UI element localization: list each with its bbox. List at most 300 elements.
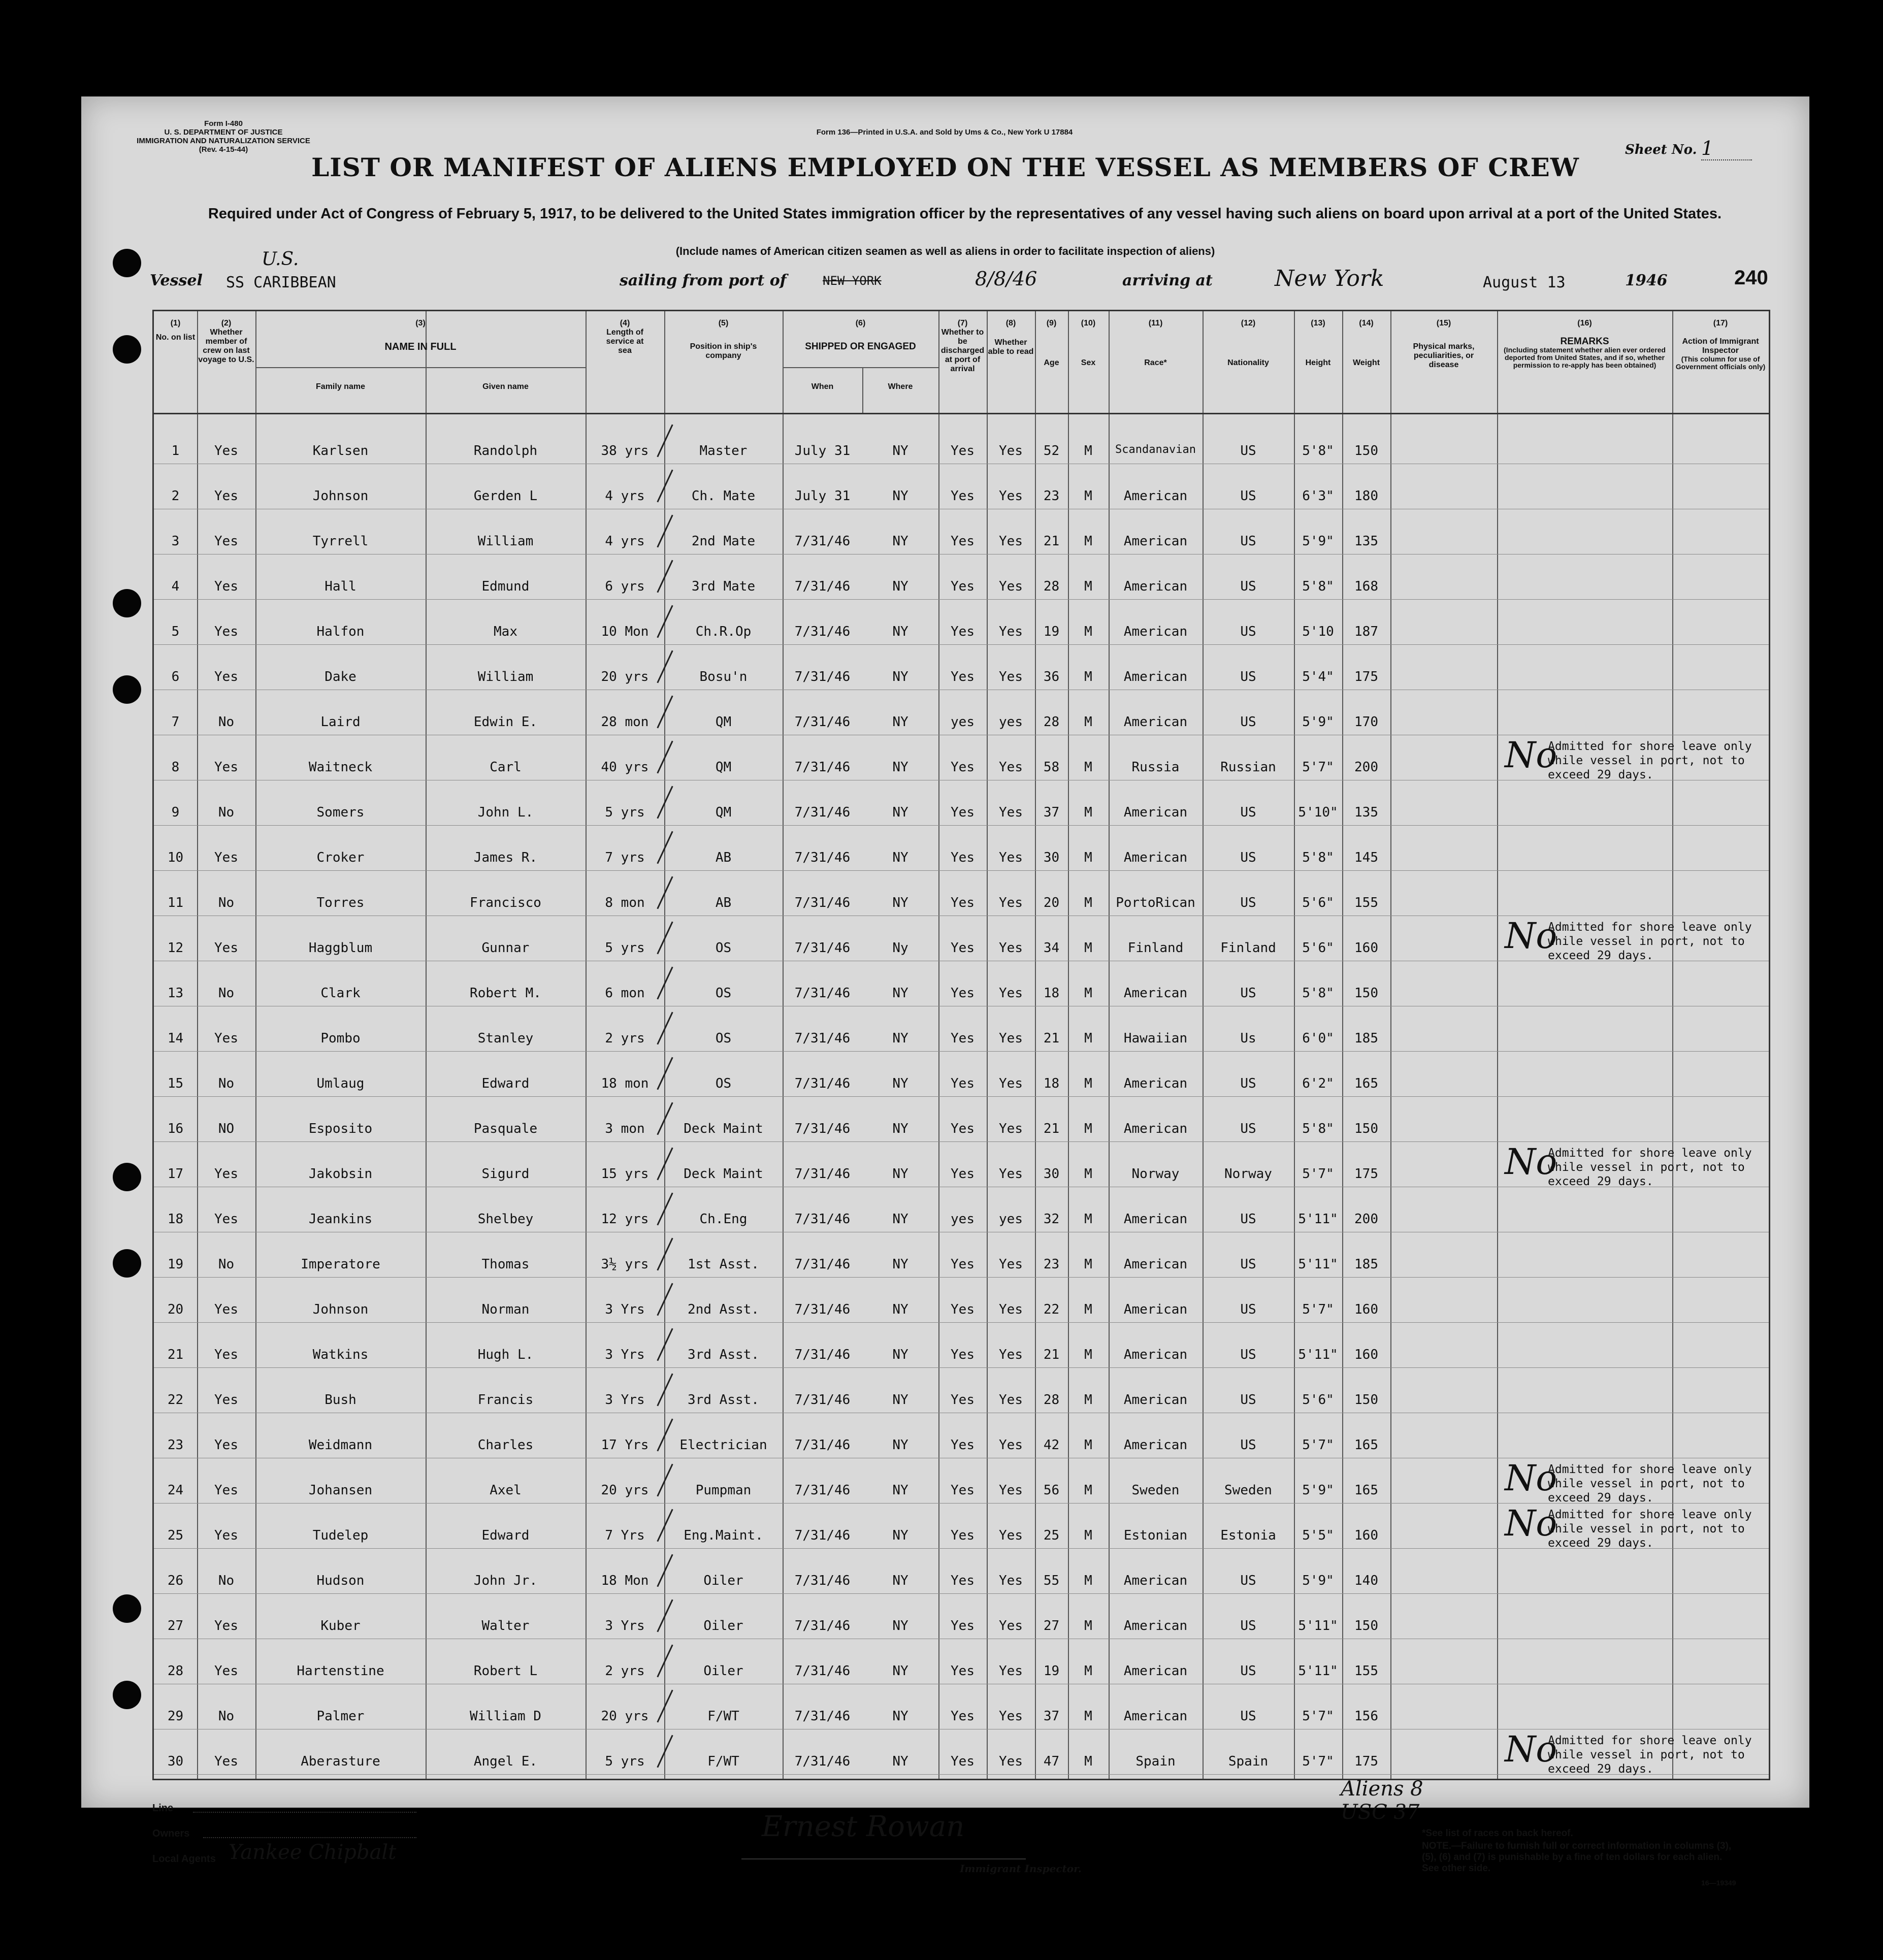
dept-line: U. S. DEPARTMENT OF JUSTICE — [164, 128, 283, 137]
cell-able-to-read: Yes — [999, 895, 1023, 910]
punch-hole — [113, 1163, 141, 1191]
vessel-label: Vessel — [150, 272, 203, 289]
cell-able-to-read: Yes — [999, 1302, 1023, 1317]
cell-height: 5'10 — [1302, 624, 1334, 639]
cell-row-number: 21 — [167, 1347, 184, 1362]
cell-sex: M — [1084, 1618, 1092, 1634]
cell-service-length: 38 yrs — [601, 443, 649, 459]
cell-service-length: 3 Yrs — [605, 1347, 645, 1362]
cell-previous-voyage: No — [218, 1076, 235, 1091]
cell-service-length: 5 yrs — [605, 805, 645, 820]
cell-nationality: Finland — [1220, 940, 1276, 956]
cell-weight: 156 — [1354, 1709, 1378, 1724]
cell-nationality: Us — [1240, 1031, 1256, 1046]
cell-weight: 200 — [1354, 760, 1378, 775]
cell-able-to-read: Yes — [999, 1257, 1023, 1272]
punch-hole — [113, 1681, 141, 1709]
cell-service-length: 6 mon — [605, 986, 645, 1001]
cell-race: American — [1123, 1121, 1188, 1136]
cell-able-to-read: Yes — [999, 1573, 1023, 1588]
cell-sex: M — [1084, 1663, 1092, 1679]
cell-shipped-when: 7/31/46 — [794, 1257, 851, 1272]
cell-given-name: Robert M. — [470, 986, 541, 1001]
cell-family-name: Kuber — [320, 1618, 361, 1634]
cell-given-name: Edward — [481, 1528, 530, 1543]
cell-position: QM — [715, 805, 732, 820]
cell-family-name: Imperatore — [301, 1257, 380, 1272]
cell-discharge: Yes — [951, 443, 975, 459]
cell-weight: 175 — [1354, 1166, 1378, 1182]
cell-row-number: 1 — [171, 443, 180, 459]
table-row — [154, 1573, 1769, 1612]
cell-position: 1st Asst. — [688, 1257, 759, 1272]
cell-given-name: Edmund — [481, 579, 530, 594]
col-header-nationality: (12) Nationality — [1227, 319, 1269, 367]
cell-previous-voyage: Yes — [214, 1754, 238, 1769]
cell-family-name: Hall — [324, 579, 356, 594]
cell-position: Ch.Eng — [699, 1212, 748, 1227]
cell-given-name: William — [477, 534, 534, 549]
cell-able-to-read: Yes — [999, 488, 1023, 504]
cell-nationality: US — [1240, 1121, 1256, 1136]
cell-service-length: 3½ yrs — [601, 1257, 649, 1272]
cell-discharge: Yes — [951, 1528, 975, 1543]
cell-shipped-where: NY — [892, 986, 908, 1001]
cell-nationality: US — [1240, 1618, 1256, 1634]
cell-position: Ch.R.Op — [695, 624, 752, 639]
manifest-sheet — [81, 96, 1809, 1887]
cell-sex: M — [1084, 895, 1092, 910]
cell-position: AB — [715, 895, 732, 910]
cell-able-to-read: Yes — [999, 1483, 1023, 1498]
cell-discharge: Yes — [951, 895, 975, 910]
cell-height: 5'8" — [1302, 1121, 1334, 1136]
table-row — [154, 1302, 1769, 1341]
cell-race: American — [1123, 669, 1188, 684]
remark-text: Admitted for shore leave only while vessel in port, not to exceed 29 days. — [1548, 1508, 1752, 1550]
cell-given-name: Walter — [481, 1618, 530, 1634]
inspector-signature: Ernest Rowan — [762, 1810, 965, 1843]
cell-shipped-where: NY — [892, 714, 908, 730]
race-note: *See list of races on back hereof. — [1422, 1828, 1573, 1839]
crew-table — [152, 310, 1770, 1780]
col-header-sex: (10) Sex — [1081, 319, 1096, 367]
cell-discharge: Yes — [951, 1573, 975, 1588]
cell-service-length: 10 Mon — [601, 624, 649, 639]
cell-position: 3rd Mate — [691, 579, 756, 594]
cell-shipped-when: 7/31/46 — [794, 1709, 851, 1724]
table-row — [154, 1392, 1769, 1431]
cell-row-number: 18 — [167, 1212, 184, 1227]
cell-shipped-when: 7/31/46 — [794, 1754, 851, 1769]
cell-given-name: Norman — [481, 1302, 530, 1317]
cell-height: 5'11" — [1298, 1212, 1338, 1227]
cell-sex: M — [1084, 940, 1092, 956]
cell-weight: 135 — [1354, 534, 1378, 549]
cell-service-length: 17 Yrs — [601, 1438, 649, 1453]
cell-previous-voyage: Yes — [214, 624, 238, 639]
cell-shipped-where: NY — [892, 1663, 908, 1679]
col-header-position: (5) Position in ship's company — [690, 319, 757, 360]
cell-family-name: Halfon — [316, 624, 365, 639]
cell-sex: M — [1084, 534, 1092, 549]
col-header-age: (9) Age — [1044, 319, 1059, 367]
cell-age: 36 — [1043, 669, 1060, 684]
cell-discharge: Yes — [951, 1483, 975, 1498]
cell-position: F/WT — [707, 1709, 739, 1724]
cell-service-length: 18 mon — [601, 1076, 649, 1091]
cell-race: Norway — [1131, 1166, 1180, 1182]
cell-given-name: Robert L — [473, 1663, 538, 1679]
cell-age: 47 — [1043, 1754, 1060, 1769]
cell-position: QM — [715, 760, 732, 775]
cell-shipped-where: NY — [892, 760, 908, 775]
cell-height: 5'8" — [1302, 850, 1334, 865]
cell-nationality: US — [1240, 1573, 1256, 1588]
cell-height: 5'6" — [1302, 940, 1334, 956]
cell-shipped-where: NY — [892, 1483, 908, 1498]
cell-sex: M — [1084, 1347, 1092, 1362]
cell-given-name: Francisco — [470, 895, 541, 910]
cell-family-name: Hudson — [316, 1573, 365, 1588]
agents-label: Local Agents — [152, 1853, 216, 1865]
cell-service-length: 40 yrs — [601, 760, 649, 775]
cell-shipped-when: 7/31/46 — [794, 1302, 851, 1317]
cell-nationality: US — [1240, 669, 1256, 684]
table-row — [154, 805, 1769, 843]
cell-race: Estonian — [1123, 1528, 1188, 1543]
cell-weight: 160 — [1354, 1528, 1378, 1543]
remark-mark: No — [1505, 915, 1557, 957]
cell-previous-voyage: Yes — [214, 1166, 238, 1182]
cell-age: 42 — [1043, 1438, 1060, 1453]
cell-height: 6'0" — [1302, 1031, 1334, 1046]
cell-given-name: Carl — [490, 760, 522, 775]
cell-service-length: 3 Yrs — [605, 1302, 645, 1317]
cell-position: 2nd Mate — [691, 534, 756, 549]
cell-height: 6'3" — [1302, 488, 1334, 504]
cell-previous-voyage: Yes — [214, 1347, 238, 1362]
cell-height: 5'6" — [1302, 1392, 1334, 1408]
cell-height: 5'10" — [1298, 805, 1338, 820]
cell-row-number: 8 — [171, 760, 180, 775]
cell-position: Pumpman — [695, 1483, 752, 1498]
cell-weight: 165 — [1354, 1483, 1378, 1498]
table-row — [154, 669, 1769, 708]
cell-discharge: Yes — [951, 1347, 975, 1362]
cell-previous-voyage: Yes — [214, 1618, 238, 1634]
cell-row-number: 9 — [171, 805, 180, 820]
cell-discharge: yes — [951, 1212, 975, 1227]
cell-sex: M — [1084, 1754, 1092, 1769]
cell-shipped-when: 7/31/46 — [794, 714, 851, 730]
cell-given-name: Axel — [490, 1483, 522, 1498]
cell-service-length: 20 yrs — [601, 669, 649, 684]
cell-previous-voyage: NO — [218, 1121, 235, 1136]
cell-row-number: 29 — [167, 1709, 184, 1724]
cell-race: American — [1123, 850, 1188, 865]
owners-label: Owners — [152, 1828, 190, 1839]
cell-position: 2nd Asst. — [688, 1302, 759, 1317]
col-header-service: (4) Length of service at sea — [606, 319, 644, 355]
cell-height: 5'11" — [1298, 1618, 1338, 1634]
cell-race: American — [1123, 805, 1188, 820]
cell-height: 5'11" — [1298, 1257, 1338, 1272]
cell-weight: 145 — [1354, 850, 1378, 865]
cell-shipped-where: NY — [892, 895, 908, 910]
col-header-physical: (15) Physical marks, peculiarities, or disease — [1413, 319, 1475, 369]
cell-able-to-read: Yes — [999, 1618, 1023, 1634]
cell-shipped-where: NY — [892, 488, 908, 504]
cell-previous-voyage: No — [218, 805, 235, 820]
cell-given-name: James R. — [473, 850, 538, 865]
cell-able-to-read: Yes — [999, 534, 1023, 549]
cell-service-length: 8 mon — [605, 895, 645, 910]
cell-able-to-read: Yes — [999, 1709, 1023, 1724]
cell-age: 23 — [1043, 1257, 1060, 1272]
cell-shipped-where: NY — [892, 1347, 908, 1362]
cell-previous-voyage: Yes — [214, 1438, 238, 1453]
cell-nationality: Russian — [1220, 760, 1276, 775]
cell-sex: M — [1084, 1528, 1092, 1543]
dept-block — [127, 119, 320, 154]
cell-shipped-when: 7/31/46 — [794, 579, 851, 594]
table-row — [154, 850, 1769, 889]
cell-previous-voyage: No — [218, 1257, 235, 1272]
cell-able-to-read: Yes — [999, 1392, 1023, 1408]
cell-position: Master — [699, 443, 748, 459]
cell-age: 30 — [1043, 850, 1060, 865]
table-row — [154, 1257, 1769, 1295]
cell-weight: 200 — [1354, 1212, 1378, 1227]
cell-discharge: Yes — [951, 940, 975, 956]
cell-able-to-read: Yes — [999, 669, 1023, 684]
cell-shipped-where: NY — [892, 850, 908, 865]
cell-nationality: Spain — [1228, 1754, 1269, 1769]
cell-given-name: Hugh L. — [477, 1347, 534, 1362]
cell-discharge: Yes — [951, 1392, 975, 1408]
cell-service-length: 5 yrs — [605, 940, 645, 956]
cell-shipped-when: 7/31/46 — [794, 624, 851, 639]
cell-given-name: Edward — [481, 1076, 530, 1091]
cell-shipped-when: 7/31/46 — [794, 1392, 851, 1408]
remark-text: Admitted for shore leave only while vessel in port, not to exceed 29 days. — [1548, 921, 1752, 962]
table-row — [154, 624, 1769, 663]
remark-mark: No — [1505, 1728, 1557, 1770]
cell-position: OS — [715, 940, 732, 956]
cell-nationality: Sweden — [1224, 1483, 1272, 1498]
cell-discharge: Yes — [951, 1257, 975, 1272]
cell-age: 28 — [1043, 579, 1060, 594]
cell-shipped-where: Ny — [892, 940, 908, 956]
cell-sex: M — [1084, 1392, 1092, 1408]
cell-shipped-where: NY — [892, 1212, 908, 1227]
cell-family-name: Umlaug — [316, 1076, 365, 1091]
cell-race: American — [1123, 579, 1188, 594]
cell-row-number: 27 — [167, 1618, 184, 1634]
cell-position: Eng.Maint. — [684, 1528, 763, 1543]
cell-shipped-when: 7/31/46 — [794, 805, 851, 820]
manifest-title: LIST OR MANIFEST OF ALIENS EMPLOYED ON THE VESSEL AS MEMBERS OF CREW — [311, 152, 1579, 182]
cell-age: 21 — [1043, 1347, 1060, 1362]
cell-family-name: Bush — [324, 1392, 356, 1408]
cell-family-name: Dake — [324, 669, 356, 684]
cell-weight: 150 — [1354, 443, 1378, 459]
table-row — [154, 1663, 1769, 1702]
cell-family-name: Palmer — [316, 1709, 365, 1724]
cell-height: 5'5" — [1302, 1528, 1334, 1543]
cell-height: 5'7" — [1302, 760, 1334, 775]
table-row — [154, 488, 1769, 527]
cell-previous-voyage: Yes — [214, 940, 238, 956]
form-code: 16—19349 — [1701, 1879, 1736, 1887]
cell-shipped-when: July 31 — [794, 443, 851, 459]
cell-row-number: 23 — [167, 1438, 184, 1453]
cell-discharge: Yes — [951, 1166, 975, 1182]
cell-race: Hawaiian — [1123, 1031, 1188, 1046]
cell-shipped-where: NY — [892, 1618, 908, 1634]
cell-service-length: 4 yrs — [605, 534, 645, 549]
col-header-number: (1) No. on list — [155, 319, 196, 342]
cell-service-length: 2 yrs — [605, 1031, 645, 1046]
cell-race: American — [1123, 1392, 1188, 1408]
cell-shipped-when: 7/31/46 — [794, 895, 851, 910]
cell-discharge: Yes — [951, 534, 975, 549]
cell-family-name: Johnson — [312, 488, 369, 504]
punch-hole — [113, 1594, 141, 1623]
cell-nationality: Norway — [1224, 1166, 1272, 1182]
cell-shipped-when: 7/31/46 — [794, 1618, 851, 1634]
cell-weight: 170 — [1354, 714, 1378, 730]
cell-shipped-where: NY — [892, 534, 908, 549]
cell-weight: 165 — [1354, 1076, 1378, 1091]
cell-given-name: Thomas — [481, 1257, 530, 1272]
cell-race: American — [1123, 1709, 1188, 1724]
cell-height: 5'11" — [1298, 1347, 1338, 1362]
sailing-date: 8/8/46 — [975, 268, 1037, 290]
cell-family-name: Hartenstine — [297, 1663, 384, 1679]
table-row — [154, 579, 1769, 617]
cell-shipped-where: NY — [892, 1528, 908, 1543]
cell-row-number: 16 — [167, 1121, 184, 1136]
cell-able-to-read: Yes — [999, 1166, 1023, 1182]
punch-hole — [113, 589, 141, 617]
cell-height: 5'9" — [1302, 714, 1334, 730]
punch-hole — [113, 1249, 141, 1278]
cell-age: 58 — [1043, 760, 1060, 775]
cell-age: 34 — [1043, 940, 1060, 956]
cell-given-name: William — [477, 669, 534, 684]
cell-height: 5'11" — [1298, 1663, 1338, 1679]
cell-row-number: 5 — [171, 624, 180, 639]
cell-sex: M — [1084, 1031, 1092, 1046]
table-row — [154, 443, 1769, 482]
cell-family-name: Tudelep — [312, 1528, 369, 1543]
cell-age: 21 — [1043, 1121, 1060, 1136]
cell-age: 21 — [1043, 1031, 1060, 1046]
table-row — [154, 1618, 1769, 1657]
cell-nationality: US — [1240, 1212, 1256, 1227]
cell-shipped-where: NY — [892, 1076, 908, 1091]
cell-previous-voyage: Yes — [214, 1031, 238, 1046]
cell-shipped-when: 7/31/46 — [794, 1347, 851, 1362]
cell-able-to-read: Yes — [999, 1031, 1023, 1046]
cell-given-name: Shelbey — [477, 1212, 534, 1227]
cell-sex: M — [1084, 1709, 1092, 1724]
cell-given-name: Gerden L — [473, 488, 538, 504]
cell-age: 22 — [1043, 1302, 1060, 1317]
cell-age: 20 — [1043, 895, 1060, 910]
cell-able-to-read: Yes — [999, 1121, 1023, 1136]
cell-discharge: Yes — [951, 488, 975, 504]
cell-age: 37 — [1043, 1709, 1060, 1724]
cell-previous-voyage: Yes — [214, 1528, 238, 1543]
cell-given-name: Pasquale — [473, 1121, 538, 1136]
vessel-name: SS CARIBBEAN — [226, 274, 336, 291]
cell-sex: M — [1084, 579, 1092, 594]
cell-position: 3rd Asst. — [688, 1392, 759, 1408]
cell-age: 37 — [1043, 805, 1060, 820]
cell-nationality: US — [1240, 805, 1256, 820]
cell-sex: M — [1084, 1121, 1092, 1136]
cell-age: 25 — [1043, 1528, 1060, 1543]
remark-text: Admitted for shore leave only while vessel in port, not to exceed 29 days. — [1548, 1463, 1752, 1505]
cell-age: 56 — [1043, 1483, 1060, 1498]
cell-position: Bosu'n — [699, 669, 748, 684]
cell-row-number: 3 — [171, 534, 180, 549]
sailing-port: NEW YORK — [823, 274, 882, 288]
cell-able-to-read: Yes — [999, 940, 1023, 956]
arrival-year: 1946 — [1625, 272, 1668, 289]
cell-previous-voyage: Yes — [214, 443, 238, 459]
cell-row-number: 20 — [167, 1302, 184, 1317]
col-header-remarks: (16) REMARKS (Including statement whether alien ever ordered deported from United States, and if so, whether permission to re-apply has been obtained) — [1504, 319, 1666, 369]
cell-race: American — [1123, 1212, 1188, 1227]
cell-previous-voyage: Yes — [214, 1483, 238, 1498]
dept-line: IMMIGRATION AND NATURALIZATION SERVICE — [137, 137, 310, 145]
cell-sex: M — [1084, 1302, 1092, 1317]
cell-race: American — [1123, 1257, 1188, 1272]
cell-family-name: Torres — [316, 895, 365, 910]
cell-previous-voyage: Yes — [214, 850, 238, 865]
cell-service-length: 20 yrs — [601, 1709, 649, 1724]
printer-line: Form 136—Printed in U.S.A. and Sold by Ums & Co., New York U 17884 — [816, 128, 1073, 137]
table-row — [154, 1347, 1769, 1386]
cell-shipped-where: NY — [892, 579, 908, 594]
cell-family-name: Jeankins — [308, 1212, 373, 1227]
cell-discharge: Yes — [951, 624, 975, 639]
page-number: 240 — [1734, 267, 1768, 289]
cell-previous-voyage: No — [218, 714, 235, 730]
cell-position: AB — [715, 850, 732, 865]
cell-service-length: 5 yrs — [605, 1754, 645, 1769]
cell-position: Oiler — [703, 1573, 743, 1588]
cell-shipped-where: NY — [892, 1166, 908, 1182]
cell-height: 5'8" — [1302, 986, 1334, 1001]
cell-service-length: 3 mon — [605, 1121, 645, 1136]
cell-shipped-when: 7/31/46 — [794, 940, 851, 956]
cell-weight: 140 — [1354, 1573, 1378, 1588]
cell-sex: M — [1084, 1438, 1092, 1453]
cell-family-name: Aberasture — [301, 1754, 380, 1769]
dept-line: (Rev. 4-15-44) — [199, 145, 248, 154]
remark-mark: No — [1505, 734, 1557, 776]
cell-race: American — [1123, 1438, 1188, 1453]
cell-sex: M — [1084, 1573, 1092, 1588]
cell-nationality: US — [1240, 1257, 1256, 1272]
cell-position: Oiler — [703, 1618, 743, 1634]
cell-family-name: Croker — [316, 850, 365, 865]
